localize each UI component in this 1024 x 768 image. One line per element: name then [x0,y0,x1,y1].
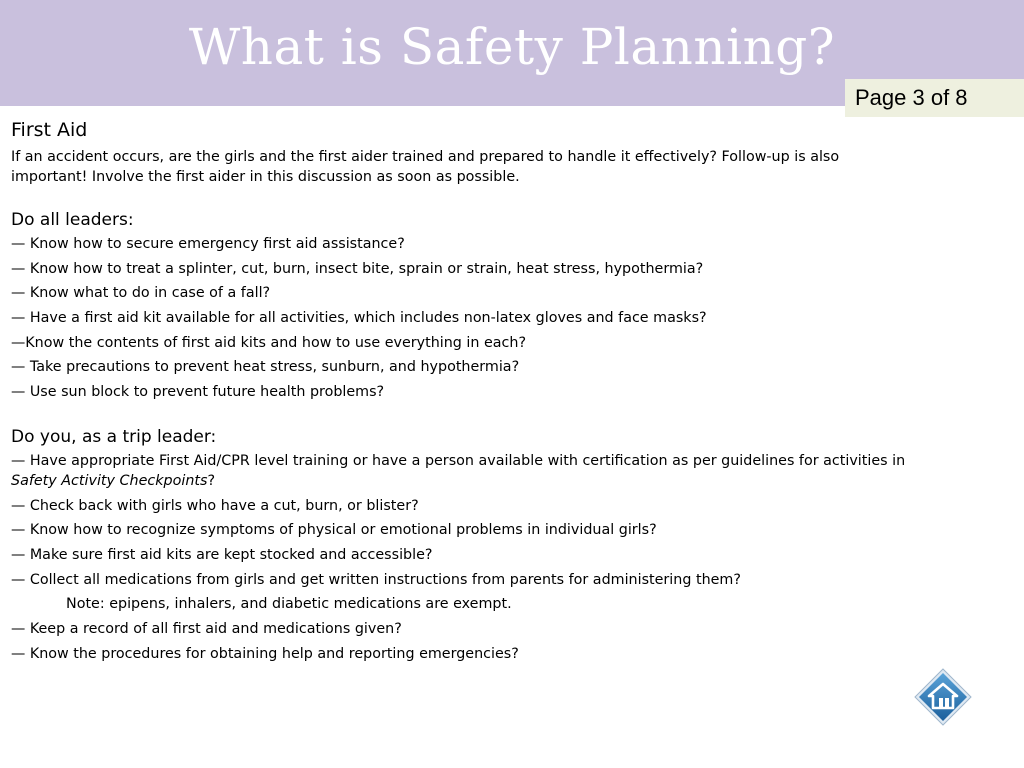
list-item: — Use sun block to prevent future health problems? [11,384,385,401]
list-item: — Know what to do in case of a fall? [11,285,271,302]
list-item: — Know how to secure emergency first aid assistance? [11,236,405,252]
training-item-suffix: ? [207,472,216,489]
list-item: — Know the procedures for obtaining help and reporting emergencies? [11,645,519,662]
leaders-list [11,234,1016,402]
medication-note: Note: epipens, inhalers, and diabetic medications are exempt. [66,596,512,613]
list-item: — Collect all medications from girls and get written instructions from parents for administering them? [11,571,741,588]
first-aid-intro-line-2: important! Involve the first aider in this discussion as soon as possible. [11,169,520,185]
first-aid-heading: First Aid [11,119,88,141]
home-icon [913,667,973,727]
trip-leader-heading: Do you, as a trip leader: [11,426,217,447]
list-item: — Know how to recognize symptoms of physical or emotional problems in individual girls? [11,522,657,539]
list-item: — Know how to treat a splinter, cut, burn, insect bite, sprain or strain, heat stress, hypothermia? [11,260,704,277]
slide-title: What is Safety Planning? [188,18,836,76]
list-item: — Take precautions to prevent heat stress, sunburn, and hypothermia? [11,359,520,376]
list-item: — Have a first aid kit available for all activities, which includes non-latex gloves and face masks? [11,310,707,327]
list-item: —Know the contents of first aid kits and how to use everything in each? [11,334,527,351]
slide-content [11,117,1016,668]
first-aid-intro [11,147,1016,187]
trip-leader-list [11,451,1016,664]
list-item: — Keep a record of all first aid and medications given? [11,620,402,637]
list-item: — Make sure first aid kits are kept stocked and accessible? [11,546,433,563]
list-item: — Check back with girls who have a cut, burn, or blister? [11,497,419,514]
list-item [11,451,1016,491]
home-button[interactable] [913,667,973,727]
training-item-line-1: — Have appropriate First Aid/CPR level training or have a person available with certification as per guidelines for activities in [11,452,906,469]
checkpoints-title: Safety Activity Checkpoints [11,472,208,489]
first-aid-intro-line-1: If an accident occurs, are the girls and the first aider trained and prepared to handle it effectively? Follow-up is also [11,149,840,165]
page-indicator: Page 3 of 8 [845,79,1024,117]
leaders-heading: Do all leaders: [11,210,134,230]
